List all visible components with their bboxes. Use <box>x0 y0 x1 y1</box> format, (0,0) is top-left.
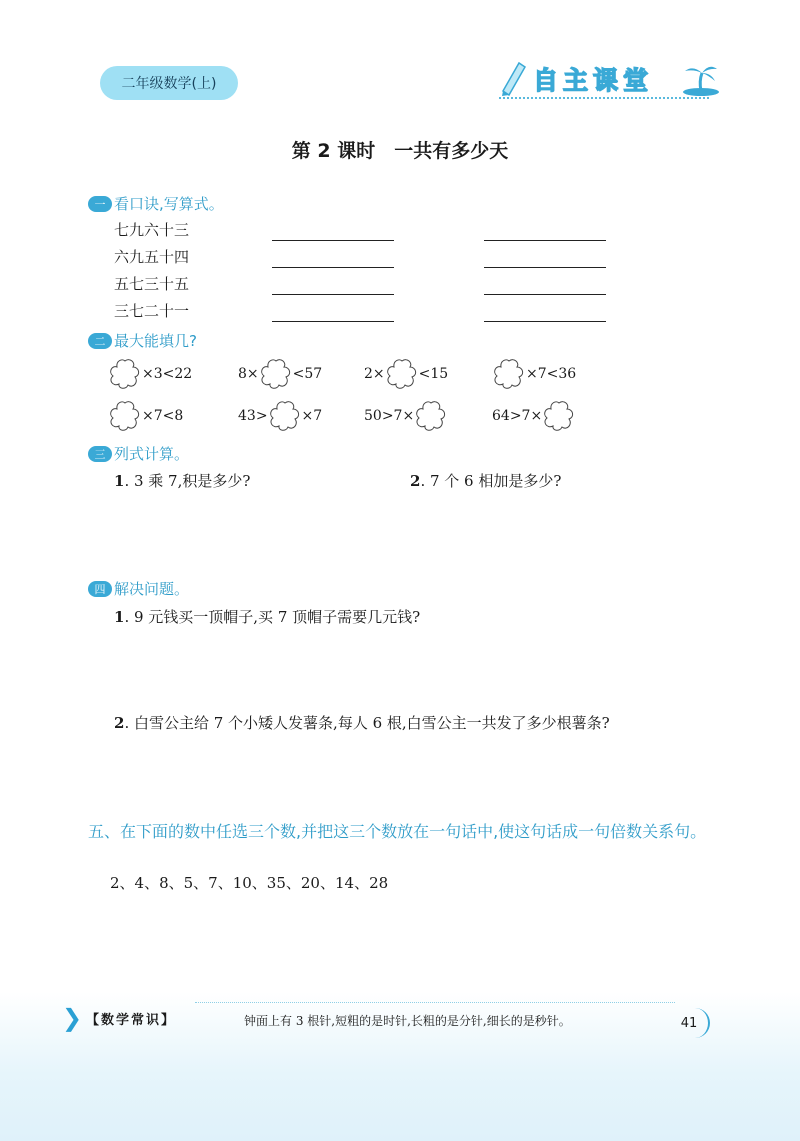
fill-item <box>492 400 576 432</box>
section-2-heading <box>88 330 197 351</box>
question-3-1 <box>114 470 250 491</box>
expr-before: 43> <box>238 408 268 424</box>
section-4-title: 解决问题。 <box>114 580 190 598</box>
section-4-heading <box>88 578 189 599</box>
expr-after: ×7<36 <box>526 366 577 382</box>
footer-dotted-line <box>195 1002 675 1003</box>
expr-after: ×7<8 <box>142 408 184 424</box>
section-1-title: 看口诀,写算式。 <box>114 195 224 213</box>
flower-blank-icon[interactable] <box>108 400 142 432</box>
section-1-heading <box>88 193 224 214</box>
flower-blank-icon[interactable] <box>542 400 576 432</box>
flower-blank-icon[interactable] <box>492 358 526 390</box>
page-number: 41 <box>670 1008 710 1038</box>
fill-item <box>108 358 192 390</box>
fill-item <box>108 400 183 432</box>
question-number: 2 <box>410 472 421 490</box>
fill-item <box>492 358 576 390</box>
question-4-2 <box>114 712 610 733</box>
answer-blank[interactable] <box>272 240 394 241</box>
flower-blank-icon[interactable] <box>108 358 142 390</box>
brand-title: 自主课堂 <box>533 66 654 95</box>
brand-dotted-line <box>499 97 709 99</box>
flower-blank-icon[interactable] <box>268 400 302 432</box>
question-text: . 3 乘 7,积是多少? <box>124 472 251 490</box>
fill-item <box>364 358 448 390</box>
answer-blank[interactable] <box>272 267 394 268</box>
question-3-2 <box>410 470 561 491</box>
tips-text: 钟面上有 3 根针,短粗的是时针,长粗的是分针,细长的是秒针。 <box>244 1014 571 1028</box>
rhyme-3: 五七三十五 <box>114 275 190 293</box>
rhyme-2: 六九五十四 <box>114 248 190 266</box>
question-text: . 白雪公主给 7 个小矮人发薯条,每人 6 根,白雪公主一共发了多少根薯条? <box>124 714 610 732</box>
question-4-1 <box>114 606 420 627</box>
fill-item <box>238 400 322 432</box>
fill-item <box>364 400 448 432</box>
flower-blank-icon[interactable] <box>385 358 419 390</box>
expr-before: 8× <box>238 366 259 382</box>
expr-after: <57 <box>292 366 323 382</box>
flower-blank-icon[interactable] <box>259 358 293 390</box>
question-text: . 7 个 6 相加是多少? <box>420 472 562 490</box>
answer-blank[interactable] <box>484 240 606 241</box>
question-number: 1 <box>114 608 125 626</box>
expr-after: ×7 <box>301 408 323 424</box>
tips-label: 【数学常识】 <box>86 1013 177 1028</box>
expr-after: <15 <box>418 366 449 382</box>
fill-item <box>238 358 322 390</box>
lesson-title: 第 2 课时 一共有多少天 <box>291 140 509 162</box>
rhyme-1: 七九六十三 <box>114 221 190 239</box>
expr-before: 50>7× <box>364 408 415 424</box>
expr-before: 64>7× <box>492 408 543 424</box>
answer-blank[interactable] <box>272 294 394 295</box>
brand-banner <box>495 55 725 105</box>
expr-after: ×3<22 <box>142 366 193 382</box>
grade-badge: 二年级数学(上) <box>100 66 238 100</box>
answer-blank[interactable] <box>484 267 606 268</box>
pencil-icon <box>495 57 529 97</box>
section-1-badge: 一 <box>88 196 112 212</box>
rhyme-4: 三七二十一 <box>114 302 190 320</box>
section-2-title: 最大能填几? <box>114 332 197 350</box>
answer-blank[interactable] <box>484 321 606 322</box>
answer-blank[interactable] <box>484 294 606 295</box>
section-3-heading <box>88 443 189 464</box>
chevron-right-icon: ❯ <box>62 1004 83 1032</box>
flower-blank-icon[interactable] <box>414 400 448 432</box>
question-number: 2 <box>114 714 125 732</box>
section-3-badge: 三 <box>88 446 112 462</box>
section-4-badge: 四 <box>88 581 112 597</box>
section-5-heading: 五、在下面的数中任选三个数,并把这三个数放在一句话中,使这句话成一句倍数关系句。 <box>88 822 707 841</box>
number-list: 2、4、8、5、7、10、35、20、14、28 <box>110 874 389 892</box>
palm-tree-icon <box>681 61 721 97</box>
section-2-badge: 二 <box>88 333 112 349</box>
expr-before: 2× <box>364 366 385 382</box>
section-3-title: 列式计算。 <box>114 445 190 463</box>
question-text: . 9 元钱买一顶帽子,买 7 顶帽子需要几元钱? <box>124 608 421 626</box>
answer-blank[interactable] <box>272 321 394 322</box>
question-number: 1 <box>114 472 125 490</box>
